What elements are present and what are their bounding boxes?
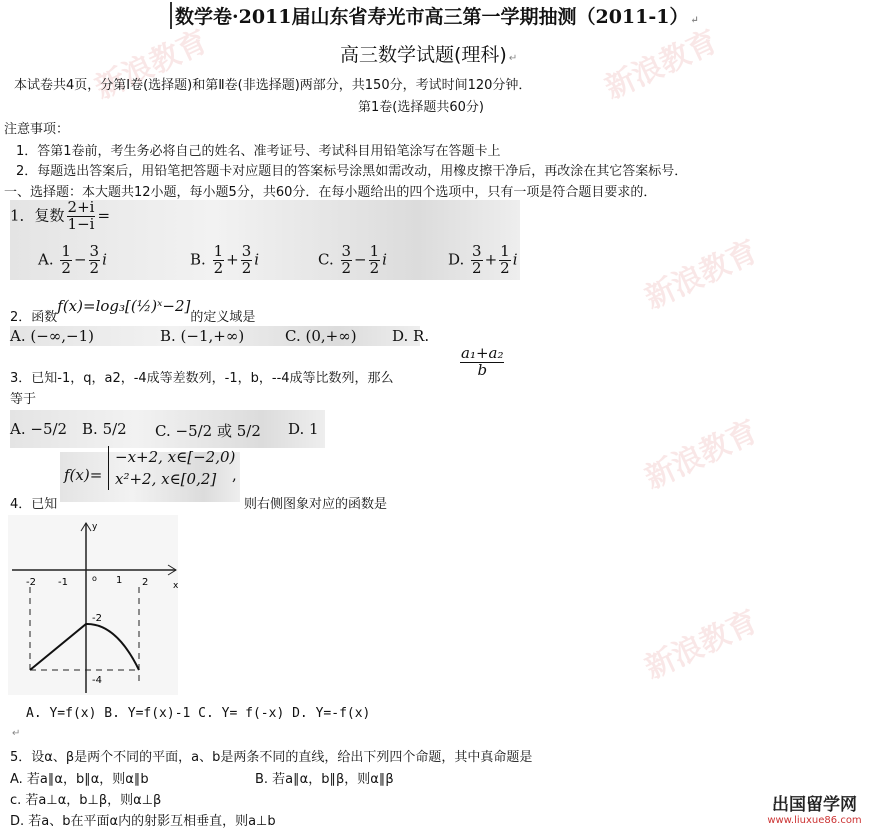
question-2-option-d: D. R. (392, 327, 430, 345)
watermark: 新浪教育 (599, 23, 724, 107)
question-5-option-d: D. 若a、b在平面α内的射影互相垂直，则a⊥b (10, 814, 276, 828)
question-4-piecewise: −x+2, x∈[−2,0) x²+2, x∈[0,2] (108, 446, 235, 490)
question-2-option-b: B. (−1,+∞) (160, 327, 245, 345)
x-tick-label: 2 (142, 577, 149, 588)
question-2-option-c: C. (0,+∞) (285, 327, 357, 345)
question-3-fraction: $\frac{\text{a₁+a₂}}{b}$ (461, 344, 504, 379)
x-tick-label: -2 (26, 577, 36, 588)
watermark: 新浪教育 (639, 603, 764, 687)
watermark: 新浪教育 (639, 233, 764, 317)
y-tick-label: -2 (92, 613, 102, 624)
note-item: 2．每题选出答案后，用铅笔把答题卡对应题目的答案标号涂黑如需改动，用橡皮擦干净后，再改涂在其它答案标号． (16, 164, 688, 179)
question-4-tail: 则右侧图象对应的函数是 (244, 497, 388, 512)
part-heading: 第1卷(选择题共60分) (358, 100, 484, 115)
question-3-option-d: D. 1 (288, 420, 319, 438)
question-1-option-c: C. $\frac{3}{2}$ − $\frac{1}{2}$ i (318, 242, 387, 277)
function-graph (8, 515, 188, 700)
x-axis-label: x (173, 581, 179, 591)
exam-subtitle: 高三数学试题(理科) ↵ (340, 44, 518, 66)
y-axis-label: y (92, 522, 98, 532)
question-1-option-b: B. $\frac{1}{2}$ + $\frac{3}{2}$ i (190, 242, 260, 277)
question-5-option-a: A. 若a∥α，b∥α，则α∥b (10, 772, 149, 787)
question-1-option-d: D. $\frac{3}{2}$ + $\frac{1}{2}$ i (448, 242, 518, 277)
watermark: 新浪教育 (639, 413, 764, 497)
exam-intro: 本试卷共4页，分第Ⅰ卷(选择题)和第Ⅱ卷(非选择题)两部分，共150分，考试时间120分钟． (14, 78, 532, 93)
question-5-option-b: B. 若a∥α，b∥β，则α∥β (255, 772, 394, 787)
question-5-stem: 5．设α、β是两个不同的平面，a、b是两条不同的直线，给出下列四个命题，其中真命题是 (10, 750, 533, 765)
notes-heading: 注意事项： (4, 122, 70, 137)
question-3-option-a: A. −5/2 (10, 420, 68, 438)
question-4-options: A. Y=f(x) B. Y=f(x)-1 C. Y= f(-x) D. Y=-f(x) (26, 706, 371, 721)
watermark: 新浪教育 (89, 23, 214, 107)
x-tick-label: -1 (58, 577, 68, 588)
section-heading: 一、选择题：本大题共12小题，每小题5分，共60分．在每小题给出的四个选项中，只有一项是符合题目要求的． (4, 185, 657, 200)
logo-url: www.liuxue86.com (767, 815, 862, 826)
question-4-f: f(x)= (64, 466, 103, 484)
question-3-option-b: B. 5/2 (82, 420, 127, 438)
question-2-option-a: A. (−∞,−1) (10, 327, 95, 345)
site-logo (742, 790, 887, 828)
question-4-stem: 4．已知 (10, 497, 58, 512)
logo-name: 出国留学网 (772, 795, 857, 815)
note-item: 1．答第1卷前，考生务必将自己的姓名、准考证号、考试科目用铅笔涂写在答题卡上 (16, 144, 501, 159)
question-3-stem-cont: 等于 (10, 392, 37, 407)
comma: , (232, 466, 237, 484)
paragraph-mark: ↵ (12, 728, 21, 739)
question-3-stem: 3．已知-1，q，a2，-4成等差数列，-1，b，--4成等比数列，那么 (10, 371, 394, 386)
x-tick-label: o (92, 574, 97, 583)
x-tick-label: 1 (116, 575, 123, 586)
question-1-stem: 1．复数 $\frac{2+i}{1-i}$ = (10, 198, 111, 233)
question-2: 2．函数f(x)=log₃[(½)ˣ−2]的定义域是 (10, 297, 256, 325)
question-5-option-c: c. 若a⊥α，b⊥β，则α⊥β (10, 793, 162, 808)
question-3-option-c: C. −5/2 或 5/2 (155, 422, 261, 440)
question-1-option-a: A. $\frac{1}{2}$ − $\frac{3}{2}$ i (38, 242, 107, 277)
y-tick-label: -4 (92, 675, 102, 686)
document-title: 数学卷·2011届山东省寿光市高三第一学期抽测（2011-1） ↵ (170, 2, 699, 29)
